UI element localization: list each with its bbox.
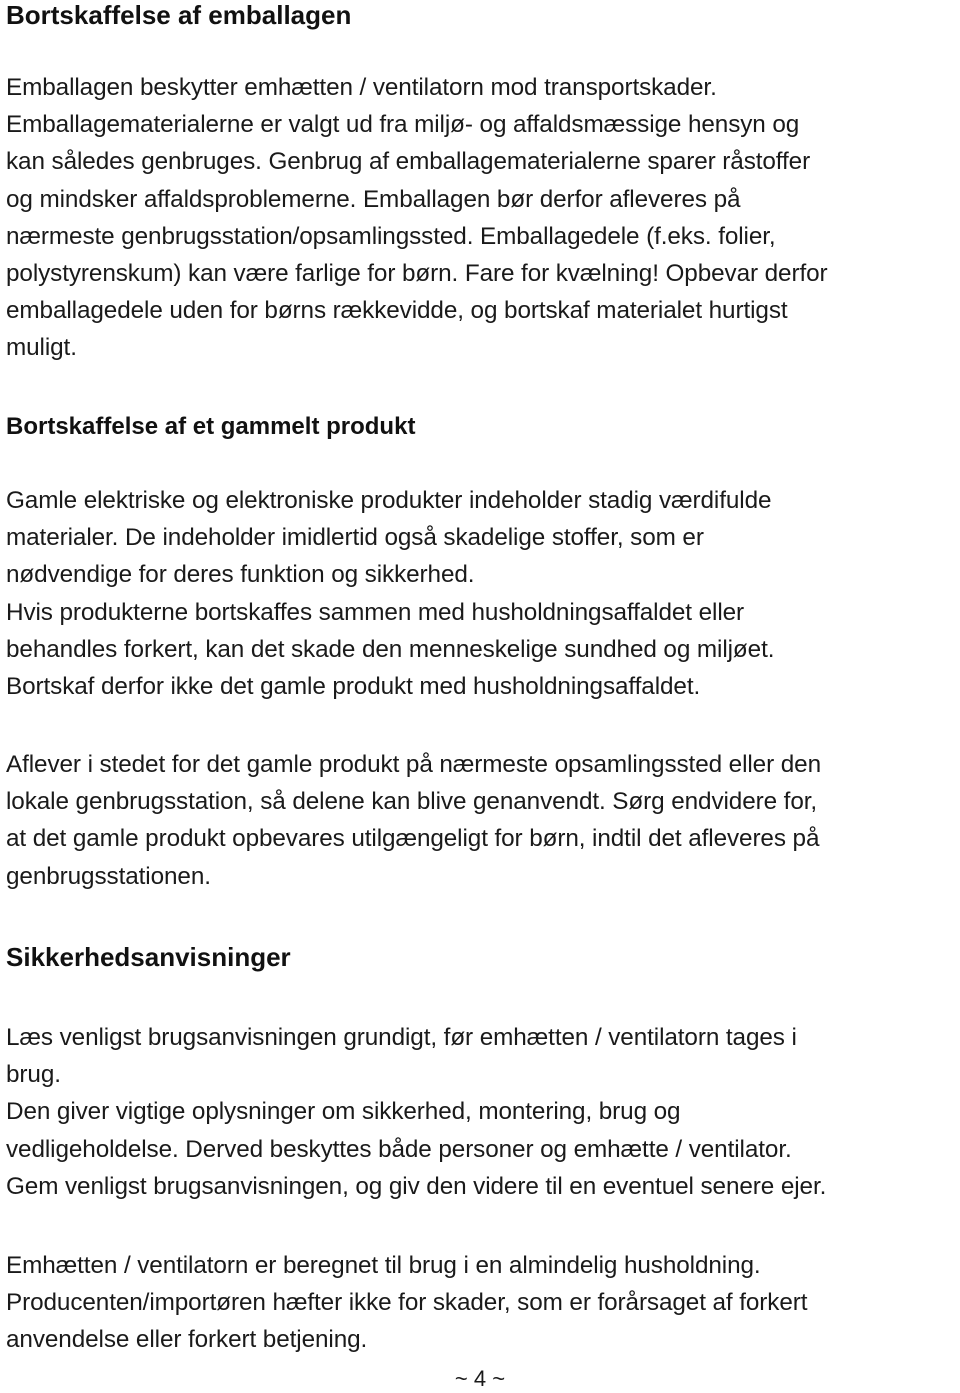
text-line: kan således genbruges. Genbrug af emballagematerialerne sparer råstoffer — [6, 148, 811, 176]
text-line: at det gamle produkt opbevares utilgængeligt for børn, indtil det afleveres på — [6, 825, 820, 853]
heading-bortskaffelse-produkt: Bortskaffelse af et gammelt produkt — [6, 413, 416, 440]
text-line: brug. — [6, 1061, 61, 1089]
text-line: emballagedele uden for børns rækkevidde, og bortskaf materialet hurtigst — [6, 297, 788, 325]
text-line: og mindsker affaldsproblemerne. Emballagen bør derfor afleveres på — [6, 185, 741, 213]
text-line: Læs venligst brugsanvisningen grundigt, før emhætten / ventilatorn tages i — [6, 1024, 797, 1051]
text-line: Emhætten / ventilatorn er beregnet til brug i en almindelig husholdning. — [6, 1252, 761, 1279]
paragraph-sikkerhed-2 — [6, 1247, 956, 1359]
paragraph-sikkerhed-1 — [6, 1019, 956, 1205]
text-line: Gamle elektriske og elektroniske produkter indeholder stadig værdifulde — [6, 487, 772, 514]
text-line: Emballagematerialerne er valgt ud fra miljø- og affaldsmæssige hensyn og — [6, 111, 800, 139]
text-line: Bortskaf derfor ikke det gamle produkt med husholdningsaffaldet. — [6, 673, 701, 701]
page-number: ~ 4 ~ — [454, 1366, 506, 1391]
heading-bortskaffelse-emballagen: Bortskaffelse af emballagen — [6, 0, 352, 30]
text-line: behandles forkert, kan det skade den menneskelige sundhed og miljøet. — [6, 635, 775, 663]
text-line: Den giver vigtige oplysninger om sikkerhed, montering, brug og — [6, 1098, 681, 1126]
text-line: Aflever i stedet for det gamle produkt på nærmeste opsamlingssted eller den — [6, 751, 821, 778]
text-line: Emballagen beskytter emhætten / ventilatorn mod transportskader. — [6, 74, 717, 101]
paragraph-produkt-1 — [6, 482, 956, 705]
text-line: materialer. De indeholder imidlertid også skadelige stoffer, som er — [6, 524, 704, 552]
text-line: nødvendige for deres funktion og sikkerhed. — [6, 561, 475, 589]
text-line: vedligeholdelse. Derved beskyttes både personer og emhætte / ventilator. — [6, 1135, 792, 1163]
text-line: Hvis produkterne bortskaffes sammen med husholdningsaffaldet eller — [6, 598, 745, 626]
paragraph-emballage — [6, 69, 956, 367]
text-line: polystyrenskum) kan være farlige for børn. Fare for kvælning! Opbevar derfor — [6, 260, 828, 288]
text-line: lokale genbrugsstation, så delene kan blive genanvendt. Sørg endvidere for, — [6, 788, 818, 816]
text-line: genbrugsstationen. — [6, 862, 211, 890]
text-line: anvendelse eller forkert betjening. — [6, 1326, 368, 1354]
text-line: Gem venligst brugsanvisningen, og giv den videre til en eventuel senere ejer. — [6, 1172, 827, 1200]
text-line: Producenten/importøren hæfter ikke for skader, som er forårsaget af forkert — [6, 1289, 808, 1317]
paragraph-produkt-2 — [6, 746, 956, 895]
text-line: muligt. — [6, 334, 77, 362]
text-line: nærmeste genbrugsstation/opsamlingssted. Emballagedele (f.eks. folier, — [6, 222, 776, 250]
heading-sikkerhedsanvisninger: Sikkerhedsanvisninger — [6, 942, 291, 972]
